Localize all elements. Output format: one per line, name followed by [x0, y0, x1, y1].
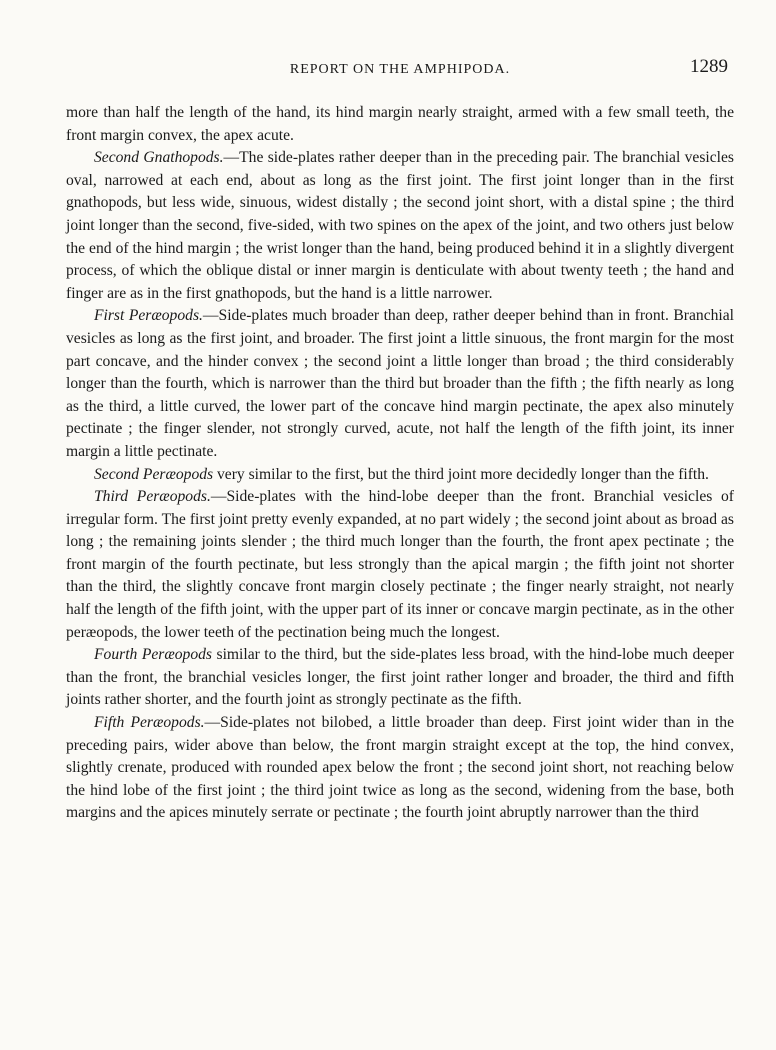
- paragraph-text: very similar to the first, but the third joint more decidedly longer than the fifth.: [213, 465, 709, 483]
- paragraph-third-peraeopods: [66, 486, 734, 644]
- paragraph-lead: First Peræopods.: [94, 307, 203, 325]
- paragraph-fourth-peraeopods: [66, 644, 734, 712]
- page-header: [66, 0, 734, 96]
- page-number: 1289: [690, 56, 728, 77]
- body-text: [66, 102, 734, 825]
- paragraph-second-gnathopods: [66, 147, 734, 305]
- paragraph-text: —The side-plates rather deeper than in the preceding pair. The branchial vesicles oval, narrowed at each end, about as long as the first joint. The first joint longer than in the first gnathopods, but less wide, sinuous, widest distally ; the second joint short, with a distal spine ; the third joint longer than the second, five-sided, with two spines on the apex of the joint, and two others just below the end of the hind margin ; the wrist longer than the hand, being produced behind it in a slightly divergent process, of which the oblique distal or inner margin is denticulate with about twenty teeth ; the hand and finger are as in the first gnathopods, but the hand is a little narrower.: [66, 149, 734, 302]
- paragraph-lead: Third Peræopods.: [94, 488, 211, 506]
- paragraph-fifth-peraeopods: [66, 712, 734, 825]
- paragraph-text: similar to the third, but the side-plates less broad, with the hind-lobe much deeper than the front, the branchial vesicles longer, the first joint rather longer and broader, the third and fifth joints rather shorter, and the fourth joint as strongly pectinate as the fifth.: [66, 646, 735, 709]
- paragraph-lead: Second Gnathopods.: [94, 149, 224, 167]
- paragraph-text: more than half the length of the hand, its hind margin nearly straight, armed with a few small teeth, the front margin convex, the apex acute.: [66, 104, 734, 144]
- paragraph-continuation: [66, 102, 734, 147]
- paragraph-text: —Side-plates much broader than deep, rather deeper behind than in front. Branchial vesicles as long as the first joint, and broader. The first joint a little sinuous, the front margin for the most part concave, and the hinder convex ; the second joint a little longer than broad ; the third considerably longer than the fourth, which is narrower than the third but broader than the fifth ; the fifth nearly as long as the third, a little curved, the lower part of the concave hind margin pectinate, the apex also minutely pectinate ; the finger slender, not strongly curved, acute, not half the length of the fifth joint, its inner margin a little pectinate.: [66, 307, 735, 460]
- paragraph-second-peraeopods: [66, 464, 734, 487]
- paragraph-lead: Second Peræopods: [94, 465, 214, 483]
- paragraph-text: —Side-plates not bilobed, a little broader than deep. First joint wider than in the preceding pairs, wider above than below, the front margin straight except at the top, the hind convex, slightly crenate, produced with rounded apex below the front ; the second joint short, not reaching below the hind lobe of the first joint ; the third joint twice as long as the second, widening from the base, both margins and the apices minutely serrate or pectinate ; the fourth joint abruptly narrower than the third: [66, 714, 734, 822]
- paragraph-lead: Fourth Peræopods: [94, 646, 212, 664]
- running-title: REPORT ON THE AMPHIPODA.: [289, 62, 511, 77]
- paragraph-first-peraeopods: [66, 305, 734, 463]
- paragraph-text: —Side-plates with the hind-lobe deeper than the front. Branchial vesicles of irregular form. The first joint pretty evenly expanded, at no part widely ; the second joint about as broad as long ; the remaining joints slender ; the third much longer than the fourth, the front apex pectinate ; the front margin of the fourth pectinate, but less strongly than the apical margin ; the fifth joint not shorter than the third, the slightly concave front margin closely pectinate ; the finger nearly straight, not nearly half the length of the fifth joint, with the upper part of its inner or concave margin pectinate, as in the other peræopods, the lower teeth of the pectination being much the longest.: [66, 488, 735, 641]
- paragraph-lead: Fifth Peræopods.: [94, 714, 205, 732]
